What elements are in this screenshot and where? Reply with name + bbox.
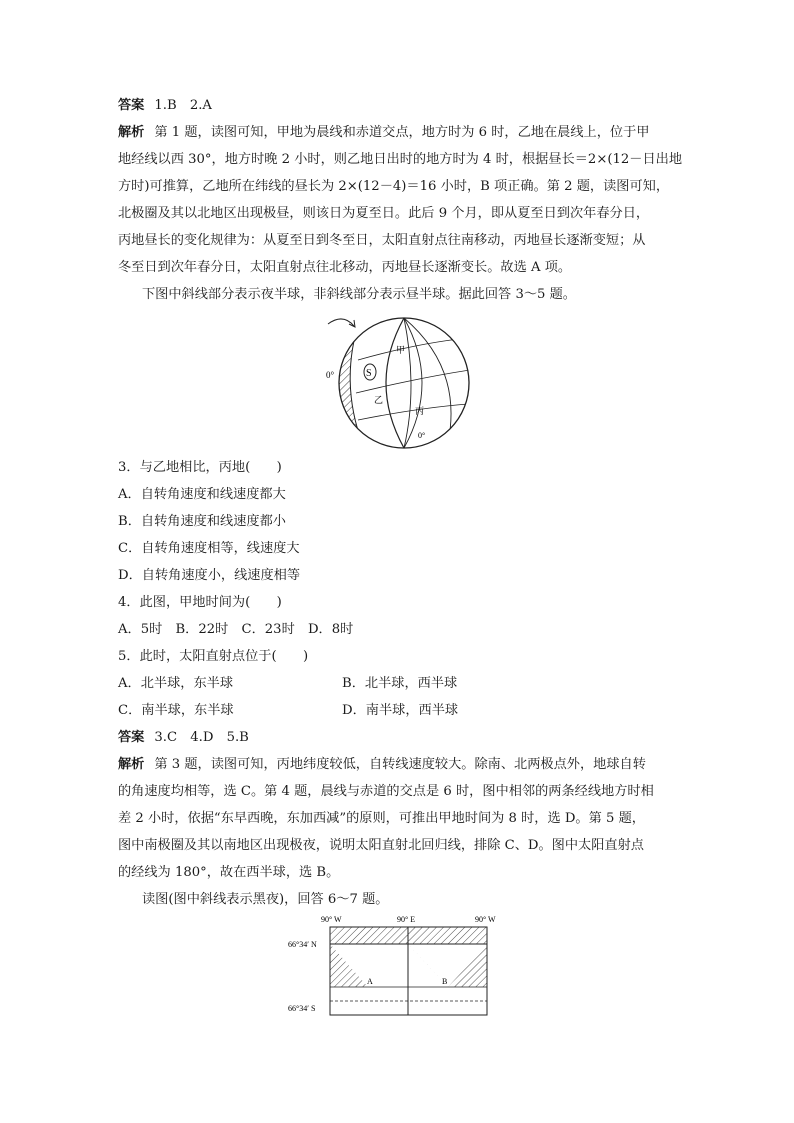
label-jia: 甲	[396, 345, 406, 355]
map-figure	[118, 913, 683, 1023]
intro-questions-3-5: 下图中斜线部分表示夜半球，非斜线部分表示昼半球。据此回答 3～5 题。	[142, 287, 576, 302]
question-5-option-b: B．北半球，西半球	[342, 676, 458, 691]
analysis-line: 北极圈及其以北地区出现极昼，则该日为夏至日。此后 9 个月，即从夏至日到次年春分日，	[118, 206, 650, 221]
question-3-option-c: C．自转角速度相等，线速度大	[118, 541, 300, 556]
analysis-text: 第 3 题，读图可知，丙地纬度较低，自转线速度较大。除南、北两极点外，地球自转	[154, 757, 646, 772]
label-top-left: 90° W	[321, 915, 342, 924]
analysis-line: 冬至日到次年春分日，太阳直射点往北移动，丙地昼长逐渐变长。故选 A 项。	[118, 260, 572, 275]
analysis-label: 解析	[118, 757, 145, 772]
globe-figure	[118, 308, 683, 454]
label-top-right: 90° W	[475, 915, 496, 924]
analysis-line: 差 2 小时，依据“东早西晚，东加西减”的原则，可推出甲地时间为 8 时，选 D。第 5 题，	[118, 811, 645, 826]
answer-text: 1.B 2.A	[154, 98, 212, 113]
answer-line-1	[118, 92, 683, 119]
question-5-options-row-1	[118, 670, 683, 697]
globe-diagram	[118, 308, 683, 454]
document-page	[118, 92, 683, 1023]
analysis-line: 方时)可推算，乙地所在纬线的昼长为 2×(12－4)＝16 小时，B 项正确。第 2 题，读图可知，	[118, 179, 670, 194]
day-night-map	[118, 913, 683, 1023]
intro-questions-6-7: 读图(图中斜线表示黑夜)，回答 6～7 题。	[142, 892, 389, 907]
globe-outline	[339, 318, 469, 448]
label-lat-n: 66°34′ N	[288, 940, 317, 949]
label-a: A	[367, 977, 373, 986]
question-5-option-d: D．南半球，西半球	[342, 703, 459, 718]
label-top-mid: 90° E	[397, 915, 416, 924]
question-5-option-a: A．北半球，东半球	[118, 676, 234, 691]
question-5-stem: 5．此时，太阳直射点位于( )	[118, 649, 309, 664]
analysis-line: 的角速度均相等，选 C。第 4 题，晨线与赤道的交点是 6 时，图中相邻的两条经线地方时相	[118, 784, 654, 799]
question-3-stem: 3．与乙地相比，丙地( )	[118, 460, 282, 475]
night-hatch	[339, 308, 373, 454]
analysis-line	[118, 119, 683, 146]
question-4-stem: 4．此图，甲地时间为( )	[118, 595, 282, 610]
label-b: B	[442, 977, 448, 986]
question-3-option-a: A．自转角速度和线速度都大	[118, 487, 286, 502]
label-s: S	[366, 368, 372, 379]
analysis-text: 第 1 题，读图可知，甲地为晨线和赤道交点，地方时为 6 时，乙地在晨线上，位于甲	[154, 125, 650, 140]
label-yi: 乙	[374, 395, 384, 405]
analysis-line: 丙地昼长的变化规律为：从夏至日到冬至日，太阳直射点往南移动，丙地昼长逐渐变短；从	[118, 233, 646, 248]
label-0-left: 0°	[326, 370, 335, 380]
analysis-line: 地经线以西 30°，地方时晚 2 小时，则乙地日出时的地方时为 4 时，根据昼长＝2×(12－日出地	[118, 152, 683, 167]
label-lat-s: 66°34′ S	[288, 1004, 316, 1013]
question-3-option-b: B．自转角速度和线速度都小	[118, 514, 286, 529]
analysis-line: 的经线为 180°，故在西半球，选 B。	[118, 865, 340, 880]
question-5-option-c: C．南半球，东半球	[118, 703, 234, 718]
label-bing: 丙	[415, 406, 425, 416]
analysis-line	[118, 751, 683, 778]
analysis-line: 图中南极圈及其以南地区出现极夜，说明太阳直射北回归线，排除 C、D。图中太阳直射点	[118, 838, 644, 853]
question-4-options: A．5时 B．22时 C．23时 D．8时	[118, 622, 354, 637]
answer-label: 答案	[118, 730, 145, 745]
question-3-option-d: D．自转角速度小，线速度相等	[118, 568, 301, 583]
answer-label: 答案	[118, 98, 145, 113]
answer-text: 3.C 4.D 5.B	[154, 730, 249, 745]
question-5-options-row-2	[118, 697, 683, 724]
answer-line-2	[118, 724, 683, 751]
label-0-bottom: 0°	[418, 431, 426, 440]
analysis-label: 解析	[118, 125, 145, 140]
